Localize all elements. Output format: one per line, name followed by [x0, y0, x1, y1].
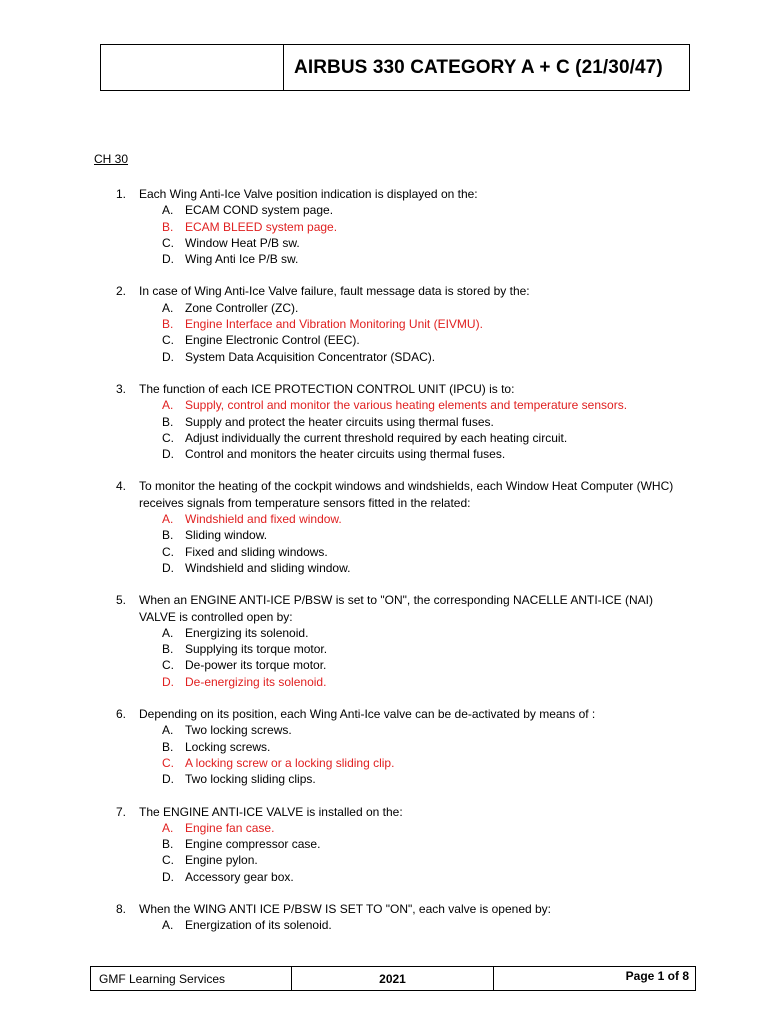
footer-organization: GMF Learning Services [91, 967, 292, 990]
option-text: Two locking screws. [185, 723, 292, 738]
option-text: Supplying its torque motor. [185, 642, 328, 657]
answer-option [0, 349, 768, 365]
option-text: A locking screw or a locking sliding clip. [185, 755, 395, 770]
option-letter: A. [162, 512, 174, 527]
answer-option [0, 527, 768, 543]
answer-option [0, 300, 768, 316]
answer-option [0, 836, 768, 852]
answer-option-correct [0, 397, 768, 413]
option-letter: D. [162, 674, 174, 689]
question-item [0, 283, 768, 364]
option-letter: D. [162, 560, 174, 575]
question-item [0, 592, 768, 690]
chapter-heading: CH 30 [94, 152, 129, 166]
option-text: De-energizing its solenoid. [185, 674, 327, 689]
option-text: Fixed and sliding windows. [185, 544, 328, 559]
option-letter: D. [162, 349, 174, 364]
option-letter: D. [162, 252, 174, 267]
option-text: Energizing its solenoid. [185, 625, 309, 640]
question-text: When an ENGINE ANTI-ICE P/BSW is set to "ON", the corresponding NACELLE ANTI-ICE (NAI) VALVE is controlled open by: [139, 593, 654, 624]
page-footer [90, 966, 696, 991]
answer-options [0, 300, 768, 365]
option-letter: A. [162, 625, 174, 640]
question-line [0, 901, 690, 917]
option-letter: B. [162, 642, 174, 657]
answer-option-correct [0, 511, 768, 527]
option-letter: B. [162, 528, 174, 543]
option-text: Engine Electronic Control (EEC). [185, 333, 360, 348]
answer-option [0, 739, 768, 755]
answer-option [0, 771, 768, 787]
option-letter: A. [162, 918, 174, 933]
answer-option [0, 917, 768, 933]
option-text: System Data Acquisition Concentrator (SDAC). [185, 349, 436, 364]
question-item [0, 706, 768, 787]
option-letter: B. [162, 739, 174, 754]
answer-option [0, 202, 768, 218]
answer-option [0, 332, 768, 348]
option-letter: C. [162, 235, 174, 250]
option-letter: C. [162, 544, 174, 559]
answer-option [0, 251, 768, 267]
option-letter: B. [162, 219, 174, 234]
footer-page-number: Page 1 of 8 [625, 969, 689, 983]
option-text: Sliding window. [185, 528, 268, 543]
option-letter: C. [162, 755, 174, 770]
option-letter: B. [162, 317, 174, 332]
option-letter: A. [162, 820, 174, 835]
option-text: Supply, control and monitor the various heating elements and temperature sensors. [185, 398, 628, 413]
question-text: Each Wing Anti-Ice Valve position indication is displayed on the: [139, 187, 478, 201]
answer-options [0, 722, 768, 787]
answer-option-correct [0, 755, 768, 771]
answer-option [0, 235, 768, 251]
question-item [0, 381, 768, 462]
answer-option [0, 430, 768, 446]
option-text: Locking screws. [185, 739, 271, 754]
option-letter: A. [162, 723, 174, 738]
question-number: 5. [116, 593, 127, 608]
option-text: Adjust individually the current threshold required by each heating circuit. [185, 430, 568, 445]
document-title: AIRBUS 330 CATEGORY A + C (21/30/47) [294, 56, 663, 78]
option-text: De-power its torque motor. [185, 658, 327, 673]
question-line [0, 283, 690, 299]
option-text: Accessory gear box. [185, 869, 294, 884]
answer-options [0, 397, 768, 462]
question-item [0, 186, 768, 267]
option-letter: C. [162, 853, 174, 868]
option-text: Engine fan case. [185, 820, 275, 835]
question-item [0, 804, 768, 885]
option-text: Engine Interface and Vibration Monitoring Unit (EIVMU). [185, 317, 483, 332]
question-line [0, 381, 690, 397]
answer-option-correct [0, 674, 768, 690]
question-number: 3. [116, 381, 127, 396]
option-text: Windshield and sliding window. [185, 560, 351, 575]
question-text: Depending on its position, each Wing Anti-Ice valve can be de-activated by means of : [139, 707, 596, 722]
option-text: Windshield and fixed window. [185, 512, 342, 527]
answer-option [0, 657, 768, 673]
question-text: The function of each ICE PROTECTION CONTROL UNIT (IPCU) is to: [139, 381, 515, 396]
answer-options [0, 820, 768, 885]
question-text: When the WING ANTI ICE P/BSW IS SET TO "ON", each valve is opened by: [139, 901, 552, 916]
option-letter: C. [162, 430, 174, 445]
question-number: 1. [116, 187, 127, 201]
footer-year: 2021 [292, 967, 494, 990]
answer-options [0, 625, 768, 690]
option-text: Window Heat P/B sw. [185, 235, 300, 250]
question-line [0, 592, 690, 625]
page-header [100, 44, 690, 91]
answer-option [0, 641, 768, 657]
option-text: Engine compressor case. [185, 837, 321, 852]
option-text: Supply and protect the heater circuits using thermal fuses. [185, 414, 494, 429]
option-letter: D. [162, 869, 174, 884]
answer-option [0, 852, 768, 868]
option-letter: A. [162, 398, 174, 413]
header-logo-cell [101, 45, 284, 90]
option-letter: B. [162, 837, 174, 852]
option-text: Wing Anti Ice P/B sw. [185, 252, 299, 267]
answer-options [0, 917, 768, 933]
question-text: In case of Wing Anti-Ice Valve failure, fault message data is stored by the: [139, 284, 530, 299]
answer-option [0, 544, 768, 560]
question-number: 4. [116, 479, 127, 494]
question-item [0, 901, 768, 934]
option-letter: C. [162, 333, 174, 348]
option-letter: D. [162, 447, 174, 462]
answer-options [0, 511, 768, 576]
option-letter: D. [162, 772, 174, 787]
option-text: Engine pylon. [185, 853, 258, 868]
question-line [0, 706, 690, 722]
option-letter: A. [162, 300, 174, 315]
answer-option [0, 869, 768, 885]
question-number: 6. [116, 707, 127, 722]
question-number: 2. [116, 284, 127, 299]
question-line [0, 804, 690, 820]
option-text: Control and monitors the heater circuits using thermal fuses. [185, 447, 506, 462]
question-line [0, 478, 690, 511]
option-text: ECAM COND system page. [185, 203, 334, 218]
answer-option [0, 625, 768, 641]
question-text: The ENGINE ANTI-ICE VALVE is installed on the: [139, 804, 403, 819]
answer-options [0, 202, 768, 267]
option-letter: C. [162, 658, 174, 673]
option-letter: A. [162, 203, 174, 218]
answer-option-correct [0, 820, 768, 836]
answer-option [0, 414, 768, 430]
answer-option [0, 722, 768, 738]
answer-option-correct [0, 316, 768, 332]
question-number: 8. [116, 901, 127, 916]
answer-option [0, 446, 768, 462]
question-line [0, 186, 690, 202]
option-text: Zone Controller (ZC). [185, 300, 299, 315]
answer-option-correct [0, 219, 768, 235]
option-text: ECAM BLEED system page. [185, 219, 338, 234]
question-text: To monitor the heating of the cockpit windows and windshields, each Window Heat Computer (WHC) receives signals from temperature sensors fitted in the related: [139, 479, 674, 510]
answer-option [0, 560, 768, 576]
question-number: 7. [116, 804, 127, 819]
question-list [0, 186, 768, 950]
option-letter: B. [162, 414, 174, 429]
option-text: Energization of its solenoid. [185, 918, 332, 933]
option-text: Two locking sliding clips. [185, 772, 316, 787]
question-item [0, 478, 768, 576]
